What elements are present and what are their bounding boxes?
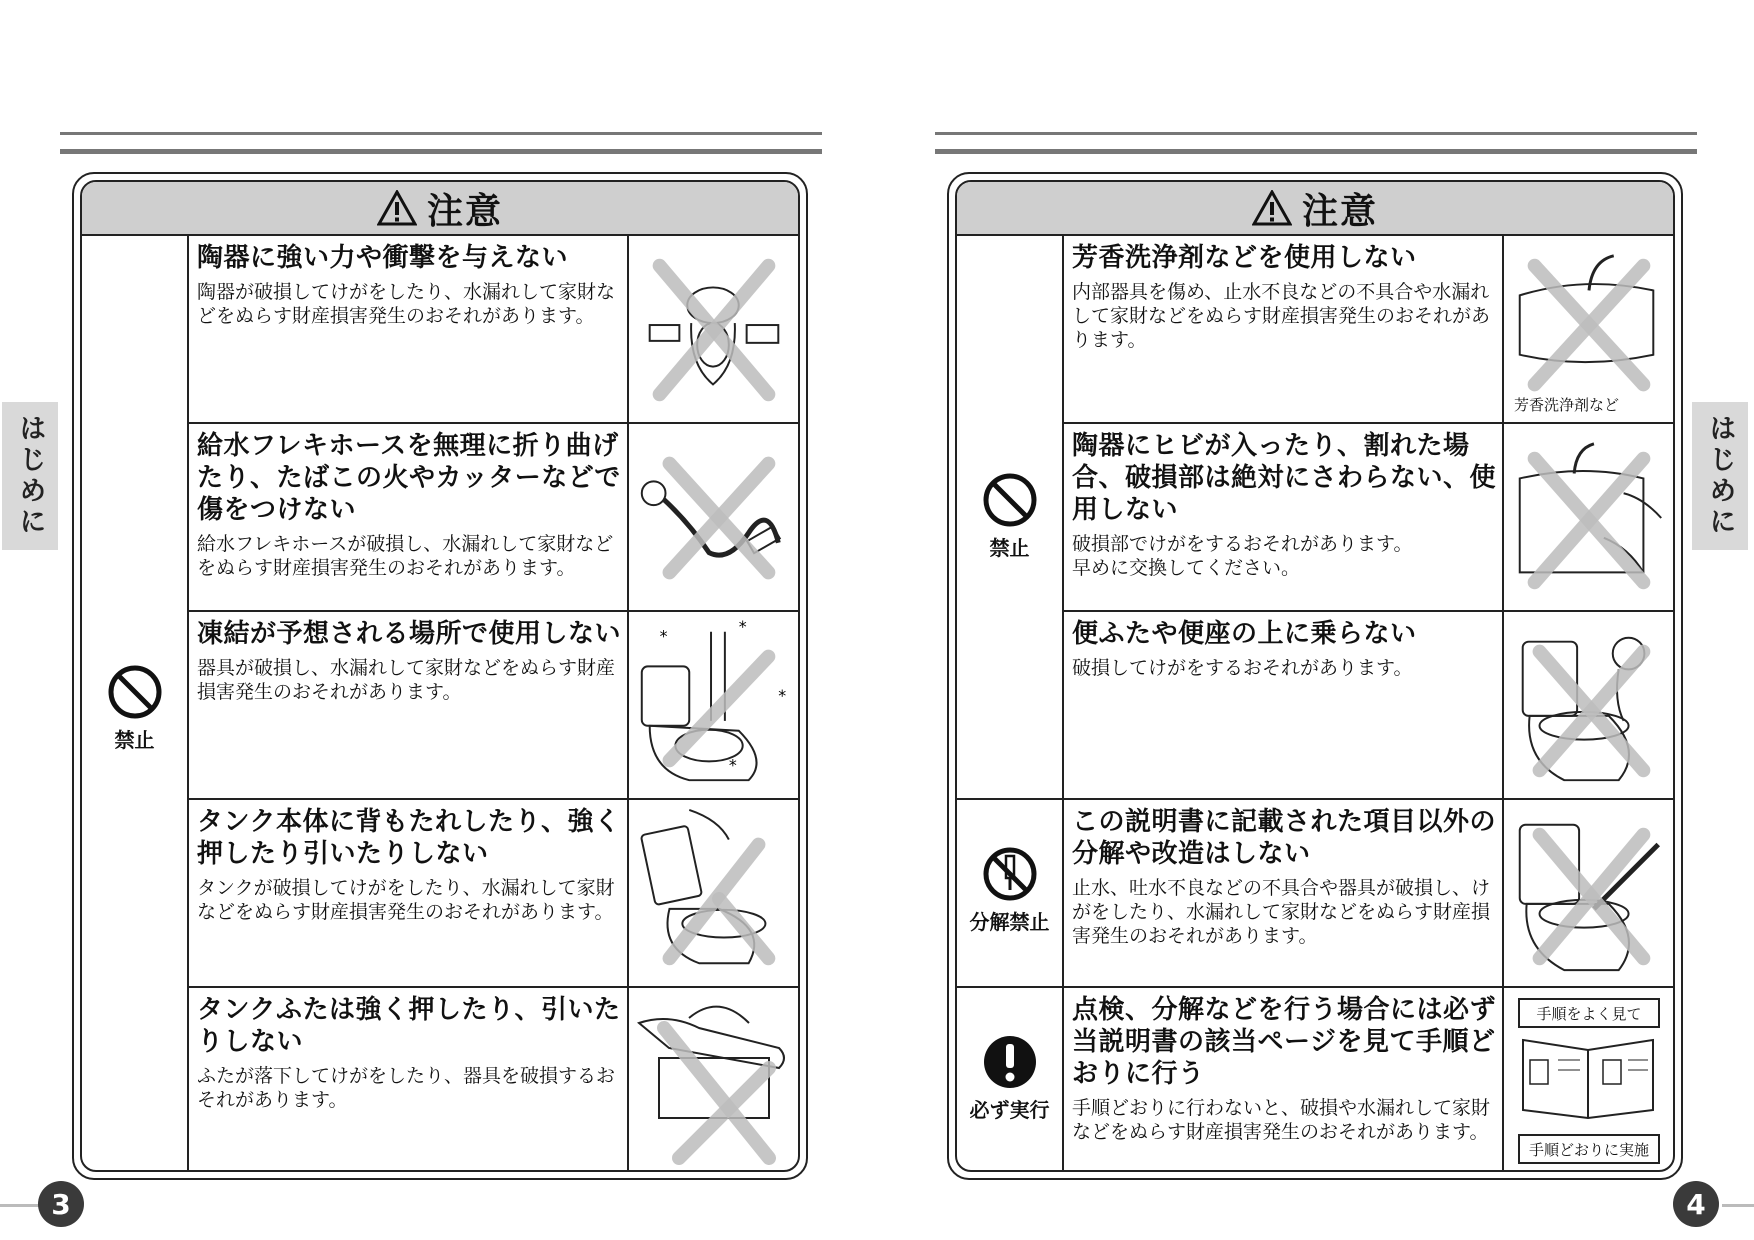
- item-text: [1064, 612, 1504, 800]
- item-body: 破損してけがをするおそれがあります。: [1072, 657, 1413, 679]
- page-number-left: 3: [38, 1181, 84, 1227]
- item-heading: 便ふたや便座の上に乗らない: [1072, 619, 1417, 649]
- page-number-right: 4: [1673, 1181, 1719, 1227]
- svg-text:*: *: [728, 755, 737, 775]
- item-text: [189, 424, 629, 612]
- item-text: [189, 800, 629, 988]
- prohibited-icon: [107, 664, 163, 720]
- item-heading: 陶器に強い力や衝撃を与えない: [197, 243, 569, 273]
- item-text: [189, 236, 629, 424]
- side-tab-label: はじめに: [14, 414, 46, 538]
- mandatory-icon: [982, 1034, 1038, 1090]
- child-on-seat-illustration: [1504, 612, 1673, 798]
- item-heading: タンクふたは強く押したり、引いたりしない: [197, 995, 621, 1057]
- item-body: 止水、吐水不良などの不具合や器具が破損し、けがをしたり、水漏れして家財などをぬらす財産損害発生のおそれがあります。: [1072, 877, 1491, 947]
- illustration-caption: 芳香洗浄剤など: [1514, 396, 1620, 414]
- item-text: [1064, 424, 1504, 612]
- item-illustration: [1504, 800, 1673, 988]
- symbol-cell-prohibited: [957, 236, 1064, 800]
- caution-title: 注意: [426, 190, 503, 232]
- item-body: 内部器具を傷め、止水不良などの不具合や水漏れして家財などをぬらす財産損害発生のおそれがあります。: [1072, 281, 1491, 351]
- caution-header: [957, 182, 1673, 236]
- cracked-tank-illustration: [1504, 424, 1673, 610]
- item-body: 給水フレキホースが破損し、水漏れして家財などをぬらす財産損害発生のおそれがあります。: [197, 533, 614, 579]
- symbol-cell-mandatory: [957, 988, 1064, 1172]
- prohibited-icon: [982, 472, 1038, 528]
- item-text: [189, 612, 629, 800]
- prohibited-label: 禁止: [989, 536, 1030, 560]
- tank-lid-illustration: [629, 988, 798, 1172]
- item-illustration: [1504, 424, 1673, 612]
- item-body: タンクが破損してけがをしたり、水漏れして家財などをぬらす財産損害発生のおそれがあります。: [197, 877, 615, 923]
- caution-panel-right: [947, 172, 1683, 1180]
- caption-box-top: 手順をよく見て: [1518, 998, 1660, 1028]
- item-illustration: [629, 612, 798, 800]
- manual-book-illustration: [1518, 1030, 1658, 1120]
- top-rule-left: [60, 132, 822, 154]
- item-text: [1064, 988, 1504, 1172]
- item-heading: 給水フレキホースを無理に折り曲げたり、たばこの火やカッターなどで傷をつけない: [197, 431, 621, 525]
- item-text: [1064, 800, 1504, 988]
- symbol-column: [82, 236, 189, 1172]
- side-tab-left[interactable]: [2, 402, 58, 550]
- caution-header: [82, 182, 798, 236]
- item-illustration: [629, 236, 798, 424]
- svg-text:*: *: [659, 626, 668, 646]
- item-text: [1064, 236, 1504, 424]
- caption-box-bottom: 手順どおりに実施: [1518, 1134, 1660, 1164]
- item-body-line: 破損部でけがをするおそれがあります。: [1072, 533, 1413, 555]
- no-disassembly-label: 分解禁止: [969, 910, 1050, 934]
- item-heading: タンク本体に背もたれしたり、強く押したり引いたりしない: [197, 807, 621, 869]
- page-line-left: [0, 1204, 40, 1207]
- screwdriver-toilet-illustration: [1504, 800, 1673, 986]
- item-body: [1064, 526, 1502, 580]
- item-heading: 陶器にヒビが入ったり、割れた場合、破損部は絶対にさわらない、使用しない: [1072, 431, 1497, 525]
- page-line-right: [1722, 1204, 1754, 1207]
- svg-text:*: *: [778, 686, 787, 706]
- item-illustration: [1504, 236, 1673, 424]
- top-rule-right: [935, 132, 1697, 154]
- symbol-cell-no-disassembly: [957, 800, 1064, 988]
- item-illustration: [629, 988, 798, 1172]
- item-illustration: [629, 424, 798, 612]
- side-tab-label: はじめに: [1704, 414, 1736, 538]
- item-body: ふたが落下してけがをしたり、器具を破損するおそれがあります。: [197, 1065, 616, 1111]
- hose-damage-illustration: [629, 424, 798, 610]
- svg-text:*: *: [738, 616, 747, 636]
- caution-panel-left: [72, 172, 808, 1180]
- item-body: 器具が破損し、水漏れして家財などをぬらす財産損害発生のおそれがあります。: [197, 657, 616, 703]
- item-text: [189, 988, 629, 1172]
- mandatory-label: 必ず実行: [969, 1098, 1050, 1122]
- item-heading: 芳香洗浄剤などを使用しない: [1072, 243, 1417, 273]
- item-body-line: 早めに交換してください。: [1072, 557, 1301, 579]
- warning-triangle-icon: [1252, 190, 1292, 226]
- item-illustration: [1504, 988, 1673, 1172]
- side-tab-right[interactable]: [1692, 402, 1748, 550]
- prohibited-label: 禁止: [114, 728, 155, 752]
- no-disassembly-icon: [982, 846, 1038, 902]
- item-heading: この説明書に記載された項目以外の分解や改造はしない: [1072, 807, 1497, 869]
- item-illustration: [1504, 612, 1673, 800]
- caution-title: 注意: [1301, 190, 1378, 232]
- tank-leaning-illustration: [629, 800, 798, 986]
- item-heading: 点検、分解などを行う場合には必ず当説明書の該当ページを見て手順どおりに行う: [1072, 995, 1497, 1089]
- warning-triangle-icon: [377, 190, 417, 226]
- toilet-impact-illustration: [629, 236, 798, 422]
- item-body: 陶器が破損してけがをしたり、水漏れして家財などをぬらす財産損害発生のおそれがあります。: [197, 281, 616, 327]
- item-illustration: [629, 800, 798, 988]
- frozen-toilet-illustration: [629, 612, 798, 798]
- item-heading: 凍結が予想される場所で使用しない: [197, 619, 622, 649]
- item-body: 手順どおりに行わないと、破損や水漏れして家財などをぬらす財産損害発生のおそれがあります。: [1072, 1097, 1491, 1143]
